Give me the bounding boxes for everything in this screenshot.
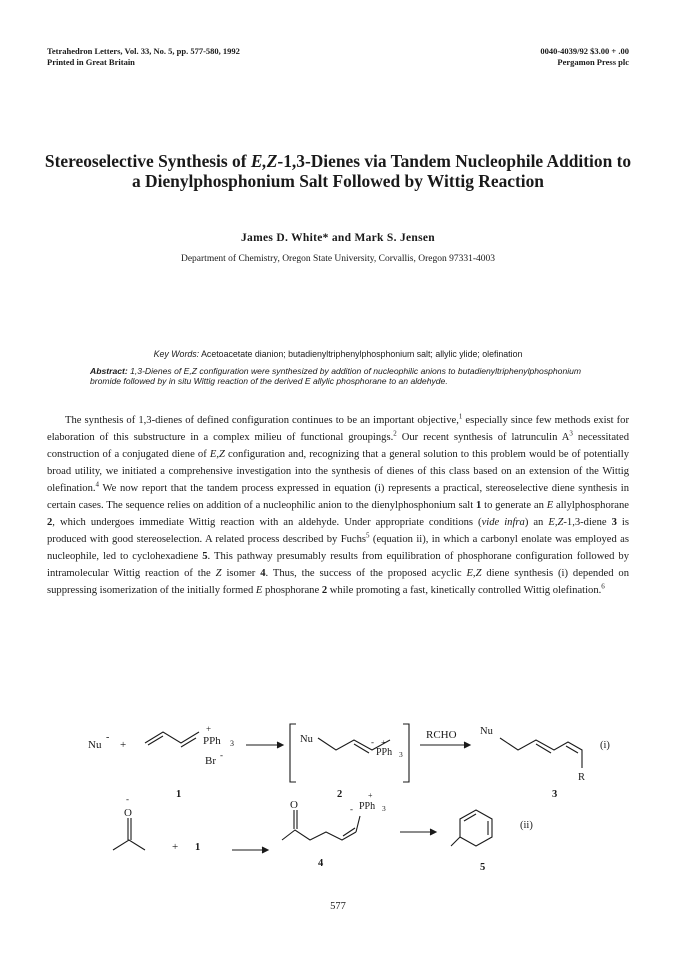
paragraph-1: The synthesis of 1,3-dienes of defined configuration continues to be an important objective,$^1$ especially since few methods exist for elaboration of this substructure in a complex milieu of functional groupings.$^2$ Our recent synthesis of latrunculin $A^3$ necessitated construction of a conjugated diene of E,Z configuration and, recognizing that a general solution to this problem would be of potentially broad utility, we initiated a comprehensive investigation into the synthesis of dienes of this class based on an extension of the Wittig olefination.$^4$ We now report that the tandem process expressed in equation (i) represents a practical, stereoselective diene synthesis in certain cases. The sequence relies on addition of a nucleophilic anion to the dienylphosphonium salt 1 to generate an E allylphosphorane 2, which undergoes immediate Wittig reaction with an aldehyde. Under appropriate conditions (vide infra) an E,Z-1,3-diene 3 is produced with good stereoselection. A related process described by Fuchs$^5$ (equation ii), in which a carbonyl enolate was employed as nucleophile, led to cyclohexadiene 5. This pathway presumably results from equilibration of phosphorane configuration followed by intramolecular Wittig reaction of the Z isomer 4. Thus, the success of the proposed acyclic E,Z diene synthesis (i) depended on suppressing isomerization of the initially formed E phosphorane 2 while promoting a fast, kinetically controlled Wittig olefination.$^6$: [47, 412, 630, 596]
body-paragraph: [47, 412, 629, 599]
keywords-label: Key Words:: [153, 349, 200, 359]
pph3-label: PPh: [376, 747, 393, 758]
plus-charge: +: [381, 738, 386, 747]
r-group-label: R: [578, 772, 586, 783]
bracket-left: [290, 724, 296, 782]
nucleophile-label: Nu: [88, 739, 102, 751]
authors: James D. White* and Mark S. Jensen: [241, 232, 435, 244]
nucleophile-label: Nu: [480, 726, 493, 737]
arrow-head-1: [277, 742, 283, 748]
keywords-text: Acetoacetate dianion; butadienyltriphenylphosphonium salt; allylic ylide; olefination: [199, 349, 523, 359]
paper-title: Stereoselective Synthesis of E,Z-1,3-Dienes via Tandem Nucleophile Addition to a Dienylphosphonium Salt Followed by Wittig Reaction: [44, 151, 632, 191]
plus-charge: +: [206, 724, 212, 734]
compound-5-label: 5: [480, 862, 486, 873]
compound-5-structure: [451, 810, 492, 846]
enolate-charge: -: [126, 794, 129, 804]
abstract-text: 1,3-Dienes of E,Z configuration were synthesized by addition of nucleophilic anions to butadienyltriphenylphosphonium bromide followed by in situ Wittig reaction of the derived E allylic phosphorane to an aldehyde.: [90, 366, 582, 387]
subscript-3: 3: [230, 739, 234, 748]
price-header: [540, 46, 629, 68]
enone-structure: [113, 818, 145, 850]
equation-number-ii: (ii): [520, 820, 533, 831]
compound-1-structure: [145, 732, 199, 747]
journal-header: [47, 46, 240, 68]
compound-4-structure: [282, 810, 360, 840]
compound-2-label: 2: [337, 789, 343, 800]
nucleophile-label: Nu: [300, 734, 313, 745]
plus-sign: +: [172, 841, 179, 853]
scheme-equation-ii: [0, 788, 676, 898]
anion-charge: -: [106, 732, 110, 743]
bromide-label: Br: [205, 755, 216, 767]
compound-3-structure: [500, 738, 582, 768]
bromide-charge: -: [220, 750, 223, 760]
ylide-charge: -: [350, 804, 353, 814]
publisher: Pergamon Press plc: [557, 57, 629, 67]
arrow-head-2: [464, 742, 470, 748]
page-number: 577: [330, 901, 346, 912]
keywords: [0, 349, 676, 359]
compound-4-label: 4: [318, 858, 324, 869]
anion-charge: -: [371, 737, 374, 747]
printed-location: Printed in Great Britain: [47, 57, 135, 67]
arrow-head-3: [262, 847, 268, 853]
abstract: [90, 366, 590, 387]
oxygen-label: O: [124, 807, 132, 819]
subscript-3: 3: [382, 804, 386, 813]
bracket-right: [403, 724, 409, 782]
compound-3-label: 3: [552, 789, 558, 800]
abstract-label: Abstract:: [90, 366, 128, 376]
equation-number-i: (i): [600, 740, 610, 751]
journal-citation: Tetrahedron Letters, Vol. 33, No. 5, pp. 577-580, 1992: [47, 46, 240, 56]
affiliation: Department of Chemistry, Oregon State University, Corvallis, Oregon 97331-4003: [180, 254, 496, 264]
oxygen-label: O: [290, 799, 298, 811]
pph3-label: PPh: [203, 735, 221, 747]
plus-sign: +: [120, 739, 127, 751]
pph3-label: PPh: [359, 801, 376, 812]
aldehyde-reagent: RCHO: [426, 729, 457, 741]
reagent-number: 1: [195, 842, 201, 853]
subscript-3: 3: [399, 750, 403, 759]
arrow-head-4: [430, 829, 436, 835]
plus-charge: +: [368, 791, 373, 800]
compound-1-label: 1: [176, 789, 182, 800]
price-code: 0040-4039/92 $3.00 + .00: [540, 46, 629, 56]
